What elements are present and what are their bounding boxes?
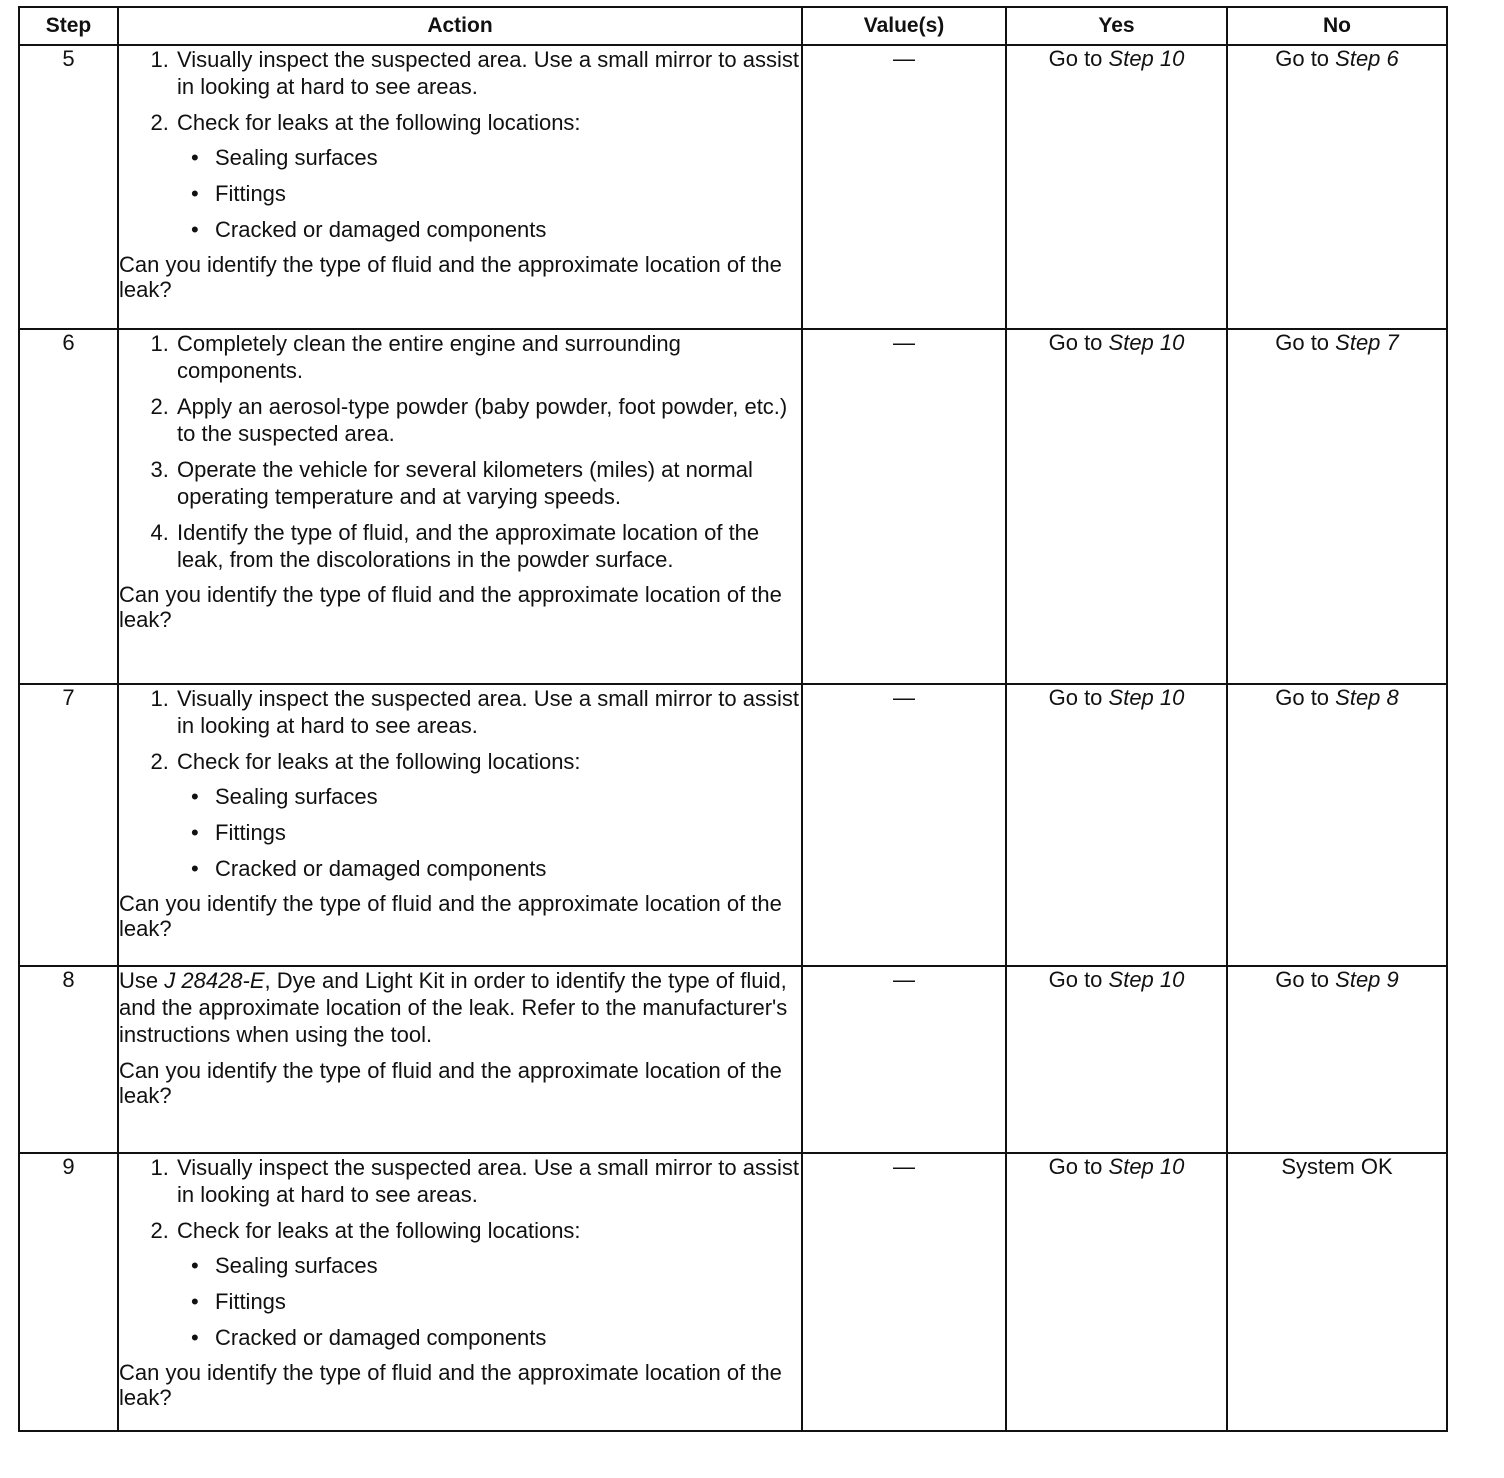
yes-prefix: Go to — [1048, 330, 1109, 355]
no-step-link[interactable]: Step 7 — [1335, 330, 1399, 355]
yes-step-link[interactable]: Step 10 — [1108, 1154, 1185, 1179]
action-item: 3. Operate the vehicle for several kilometers (miles) at normal operating temperature and at varying speeds. — [175, 456, 801, 510]
step-number: 5 — [19, 45, 118, 329]
value-cell: — — [802, 966, 1006, 1153]
value-cell: — — [802, 45, 1006, 329]
question-text: Can you identify the type of fluid and the approximate location of the leak? — [119, 1360, 782, 1410]
location-list — [177, 783, 801, 882]
action-cell — [118, 329, 802, 684]
action-item-text: Check for leaks at the following locations: — [177, 110, 581, 135]
header-step: Step — [19, 7, 118, 45]
instruction-post: , Dye and Light Kit in order to identify the type of fluid, and the approximate location of the leak. Refer to the manufacturer's instructions when using the tool. — [119, 968, 788, 1047]
header-row — [19, 7, 1447, 45]
no-step-link[interactable]: Step 9 — [1335, 967, 1399, 992]
no-cell — [1227, 329, 1447, 684]
tool-reference: J 28428-E — [164, 968, 265, 993]
yes-prefix: Go to — [1048, 967, 1109, 992]
action-item: 1. Visually inspect the suspected area. Use a small mirror to assist in looking at hard to see areas. — [175, 685, 801, 739]
instruction-paragraph — [119, 967, 801, 1048]
action-list — [119, 330, 801, 573]
step-number: 6 — [19, 329, 118, 684]
yes-prefix: Go to — [1048, 46, 1109, 71]
action-item: 1. Visually inspect the suspected area. Use a small mirror to assist in looking at hard to see areas. — [175, 46, 801, 100]
yes-cell — [1006, 329, 1227, 684]
action-item: 1. Visually inspect the suspected area. Use a small mirror to assist in looking at hard to see areas. — [175, 1154, 801, 1208]
location-list — [177, 1252, 801, 1351]
yes-step-link[interactable]: Step 10 — [1108, 685, 1185, 710]
action-item — [175, 1217, 801, 1351]
location-item: • Fittings — [211, 1288, 801, 1315]
no-prefix: Go to — [1275, 46, 1336, 71]
table-row-step-7 — [19, 684, 1447, 966]
table-row-step-9 — [19, 1153, 1447, 1431]
action-item: 1. Completely clean the entire engine and surrounding components. — [175, 330, 801, 384]
step-number: 8 — [19, 966, 118, 1153]
header-no: No — [1227, 7, 1447, 45]
header-values: Value(s) — [802, 7, 1006, 45]
step-number: 7 — [19, 684, 118, 966]
action-list — [119, 685, 801, 882]
question-text: Can you identify the type of fluid and the approximate location of the leak? — [119, 582, 782, 632]
table-row-step-6 — [19, 329, 1447, 684]
action-cell — [118, 1153, 802, 1431]
no-prefix: Go to — [1275, 685, 1336, 710]
location-list — [177, 144, 801, 243]
action-cell — [118, 966, 802, 1153]
header-action: Action — [118, 7, 802, 45]
value-cell: — — [802, 1153, 1006, 1431]
yes-step-link[interactable]: Step 10 — [1108, 330, 1185, 355]
yes-step-link[interactable]: Step 10 — [1108, 46, 1185, 71]
no-cell — [1227, 966, 1447, 1153]
location-item: • Cracked or damaged components — [211, 855, 801, 882]
action-item-text: Check for leaks at the following locations: — [177, 749, 581, 774]
yes-prefix: Go to — [1048, 1154, 1109, 1179]
location-item: • Fittings — [211, 180, 801, 207]
location-item: • Sealing surfaces — [211, 1252, 801, 1279]
yes-cell — [1006, 966, 1227, 1153]
yes-cell — [1006, 684, 1227, 966]
action-item — [175, 109, 801, 243]
no-prefix: Go to — [1275, 967, 1336, 992]
action-list — [119, 46, 801, 243]
action-item-text: Check for leaks at the following locations: — [177, 1218, 581, 1243]
yes-cell — [1006, 45, 1227, 329]
location-item: • Cracked or damaged components — [211, 216, 801, 243]
action-item: 4. Identify the type of fluid, and the approximate location of the leak, from the discolorations in the powder surface. — [175, 519, 801, 573]
table-row-step-5 — [19, 45, 1447, 329]
no-result-text: System OK — [1281, 1154, 1393, 1179]
diagnostic-table — [18, 6, 1448, 1432]
location-item: • Fittings — [211, 819, 801, 846]
question-text: Can you identify the type of fluid and the approximate location of the leak? — [119, 252, 782, 302]
question-text: Can you identify the type of fluid and the approximate location of the leak? — [119, 1058, 782, 1108]
action-list — [119, 1154, 801, 1351]
step-number: 9 — [19, 1153, 118, 1431]
no-step-link[interactable]: Step 6 — [1335, 46, 1399, 71]
no-cell — [1227, 45, 1447, 329]
yes-cell — [1006, 1153, 1227, 1431]
no-prefix: Go to — [1275, 330, 1336, 355]
question-text: Can you identify the type of fluid and the approximate location of the leak? — [119, 891, 782, 941]
no-step-link[interactable]: Step 8 — [1335, 685, 1399, 710]
action-cell — [118, 45, 802, 329]
location-item: • Cracked or damaged components — [211, 1324, 801, 1351]
no-cell — [1227, 1153, 1447, 1431]
location-item: • Sealing surfaces — [211, 783, 801, 810]
yes-prefix: Go to — [1048, 685, 1109, 710]
header-yes: Yes — [1006, 7, 1227, 45]
location-item: • Sealing surfaces — [211, 144, 801, 171]
value-cell: — — [802, 684, 1006, 966]
value-cell: — — [802, 329, 1006, 684]
no-cell — [1227, 684, 1447, 966]
table-row-step-8 — [19, 966, 1447, 1153]
action-item: 2. Apply an aerosol-type powder (baby powder, foot powder, etc.) to the suspected area. — [175, 393, 801, 447]
yes-step-link[interactable]: Step 10 — [1108, 967, 1185, 992]
instruction-pre: Use — [119, 968, 165, 993]
action-cell — [118, 684, 802, 966]
action-item — [175, 748, 801, 882]
